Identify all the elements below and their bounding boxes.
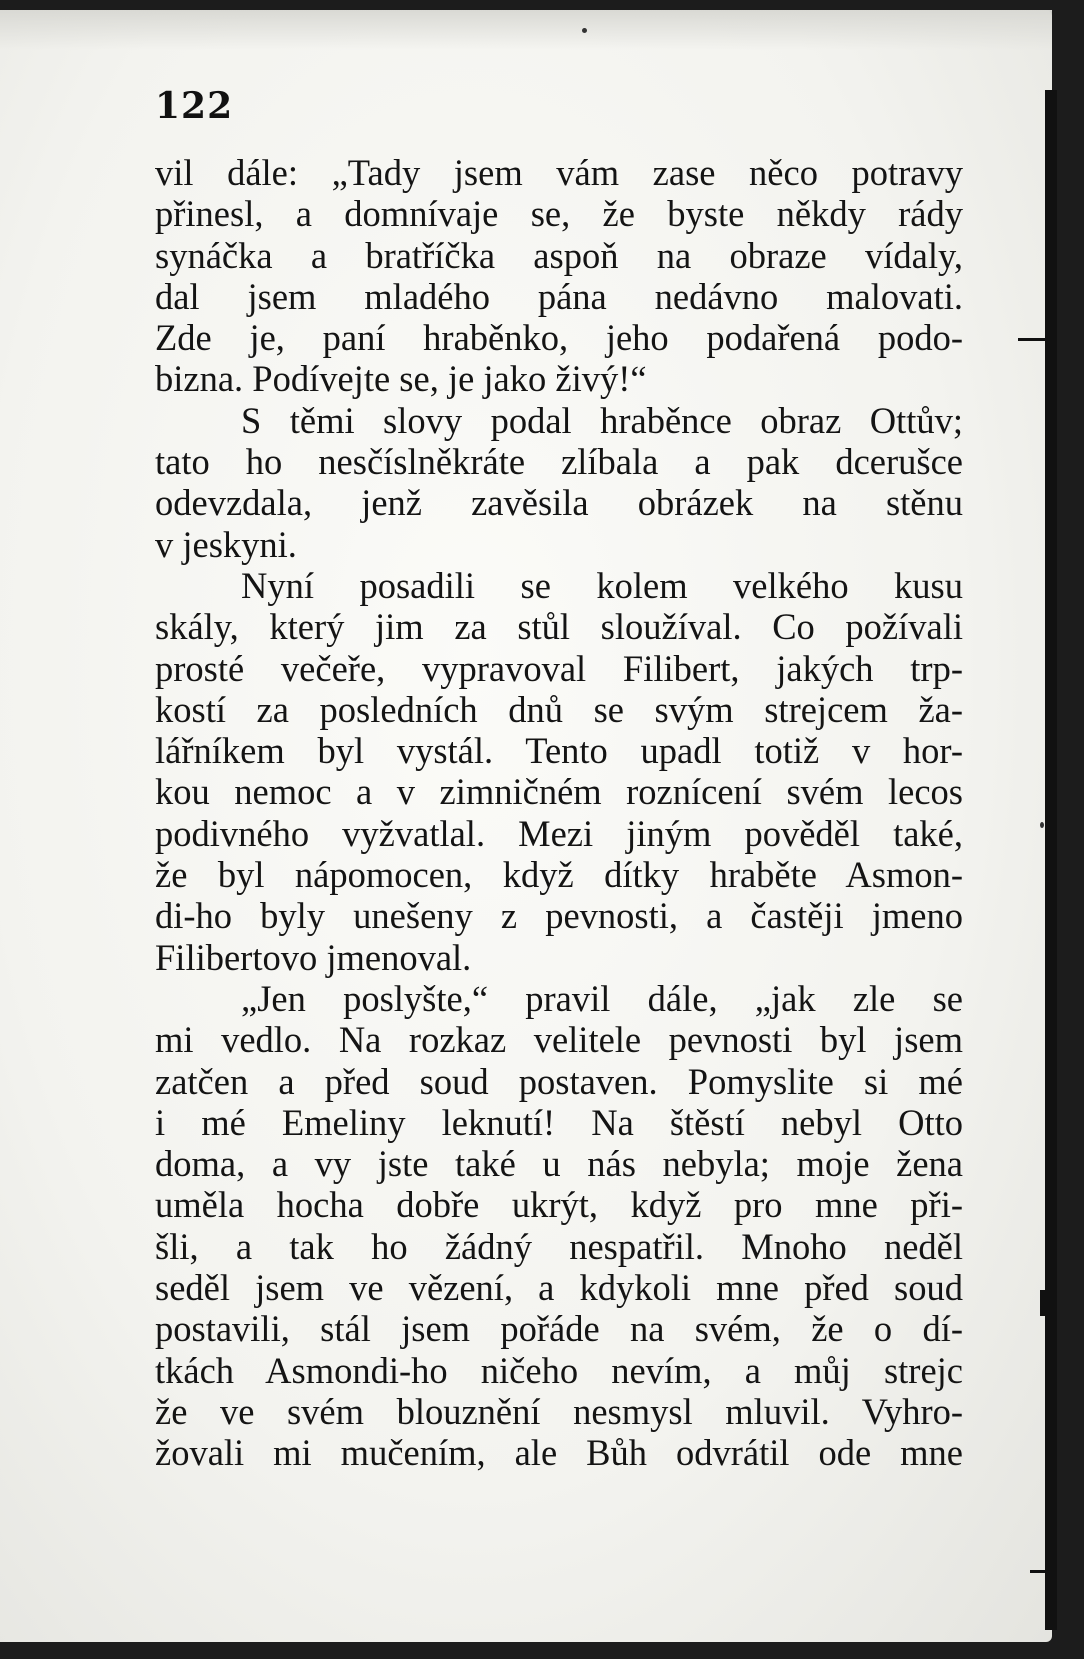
text-line: dal jsem mladého pána nedávno malovati. — [155, 275, 963, 317]
text-line: tato ho nesčíslněkráte zlíbala a pak dcerušce — [155, 441, 963, 483]
text-line: „Jen poslyšte,“ pravil dále, „jak zle se — [241, 977, 963, 1019]
text-line: di-ho byly unešeny z pevnosti, a častěji jmeno — [155, 895, 963, 937]
text-line: bizna. Podívejte se, je jako živý!“ — [155, 358, 647, 400]
ink-speck — [582, 28, 587, 33]
text-line: Nyní posadili se kolem velkého kusu — [241, 564, 963, 606]
text-line: že ve svém blouznění nesmysl mluvil. Vyhro- — [155, 1390, 963, 1432]
text-line: podivného vyžvatlal. Mezi jiným pověděl také, — [155, 812, 963, 854]
text-line: že byl nápomocen, když dítky hraběte Asmon- — [155, 854, 963, 896]
text-line: skály, který jim za stůl sloužíval. Co požívali — [155, 606, 963, 648]
edge-tick — [1018, 338, 1048, 341]
text-line: S těmi slovy podal hraběnce obraz Ottův; — [241, 399, 963, 441]
text-line: žovali mi mučením, ale Bůh odvrátil ode mne — [155, 1432, 963, 1474]
text-line: lářníkem byl vystál. Tento upadl totiž v hor- — [155, 730, 963, 772]
binding-edge — [1045, 90, 1057, 1630]
text-line: zatčen a před soud postaven. Pomyslite si mé — [155, 1060, 963, 1102]
text-line: Zde je, paní hraběnko, jeho podařená podo- — [155, 317, 963, 359]
text-line: doma, a vy jste také u nás nebyla; moje žena — [155, 1143, 963, 1185]
body-text — [155, 152, 963, 1474]
text-line: mi vedlo. Na rozkaz velitele pevnosti byl jsem — [155, 1019, 963, 1061]
text-line: přinesl, a domnívaje se, že byste někdy rády — [155, 193, 963, 235]
page-top-shadow — [0, 10, 1052, 50]
text-line: kostí za posledních dnů se svým strejcem ža- — [155, 688, 963, 730]
text-line: uměla hocha dobře ukrýt, když pro mne při- — [155, 1184, 963, 1226]
text-line: postavili, stál jsem pořáde na svém, že o dí- — [155, 1308, 963, 1350]
text-line: odevzdala, jenž zavěsila obrázek na stěnu — [155, 482, 963, 524]
text-line: Filibertovo jmenoval. — [155, 936, 472, 978]
text-line: tkách Asmondi-ho ničeho nevím, a můj strejc — [155, 1349, 963, 1391]
text-line: prosté večeře, vypravoval Filibert, jakých trp- — [155, 647, 963, 689]
text-line: vil dále: „Tady jsem vám zase něco potravy — [155, 152, 963, 193]
text-line: šli, a tak ho žádný nespatřil. Mnoho neděl — [155, 1225, 963, 1267]
page-number: 122 — [155, 85, 234, 127]
text-line: seděl jsem ve vězení, a kdykoli mne před soud — [155, 1267, 963, 1309]
text-line: v jeskyni. — [155, 523, 297, 565]
text-line: i mé Emeliny leknutí! Na štěstí nebyl Otto — [155, 1101, 963, 1143]
edge-tick — [1040, 1290, 1046, 1316]
text-line: synáčka a bratříčka aspoň na obraze vídaly, — [155, 234, 963, 276]
text-line: kou nemoc a v zimničném roznícení svém lecos — [155, 771, 963, 813]
ink-speck — [1040, 822, 1044, 828]
edge-tick — [1030, 1570, 1054, 1573]
